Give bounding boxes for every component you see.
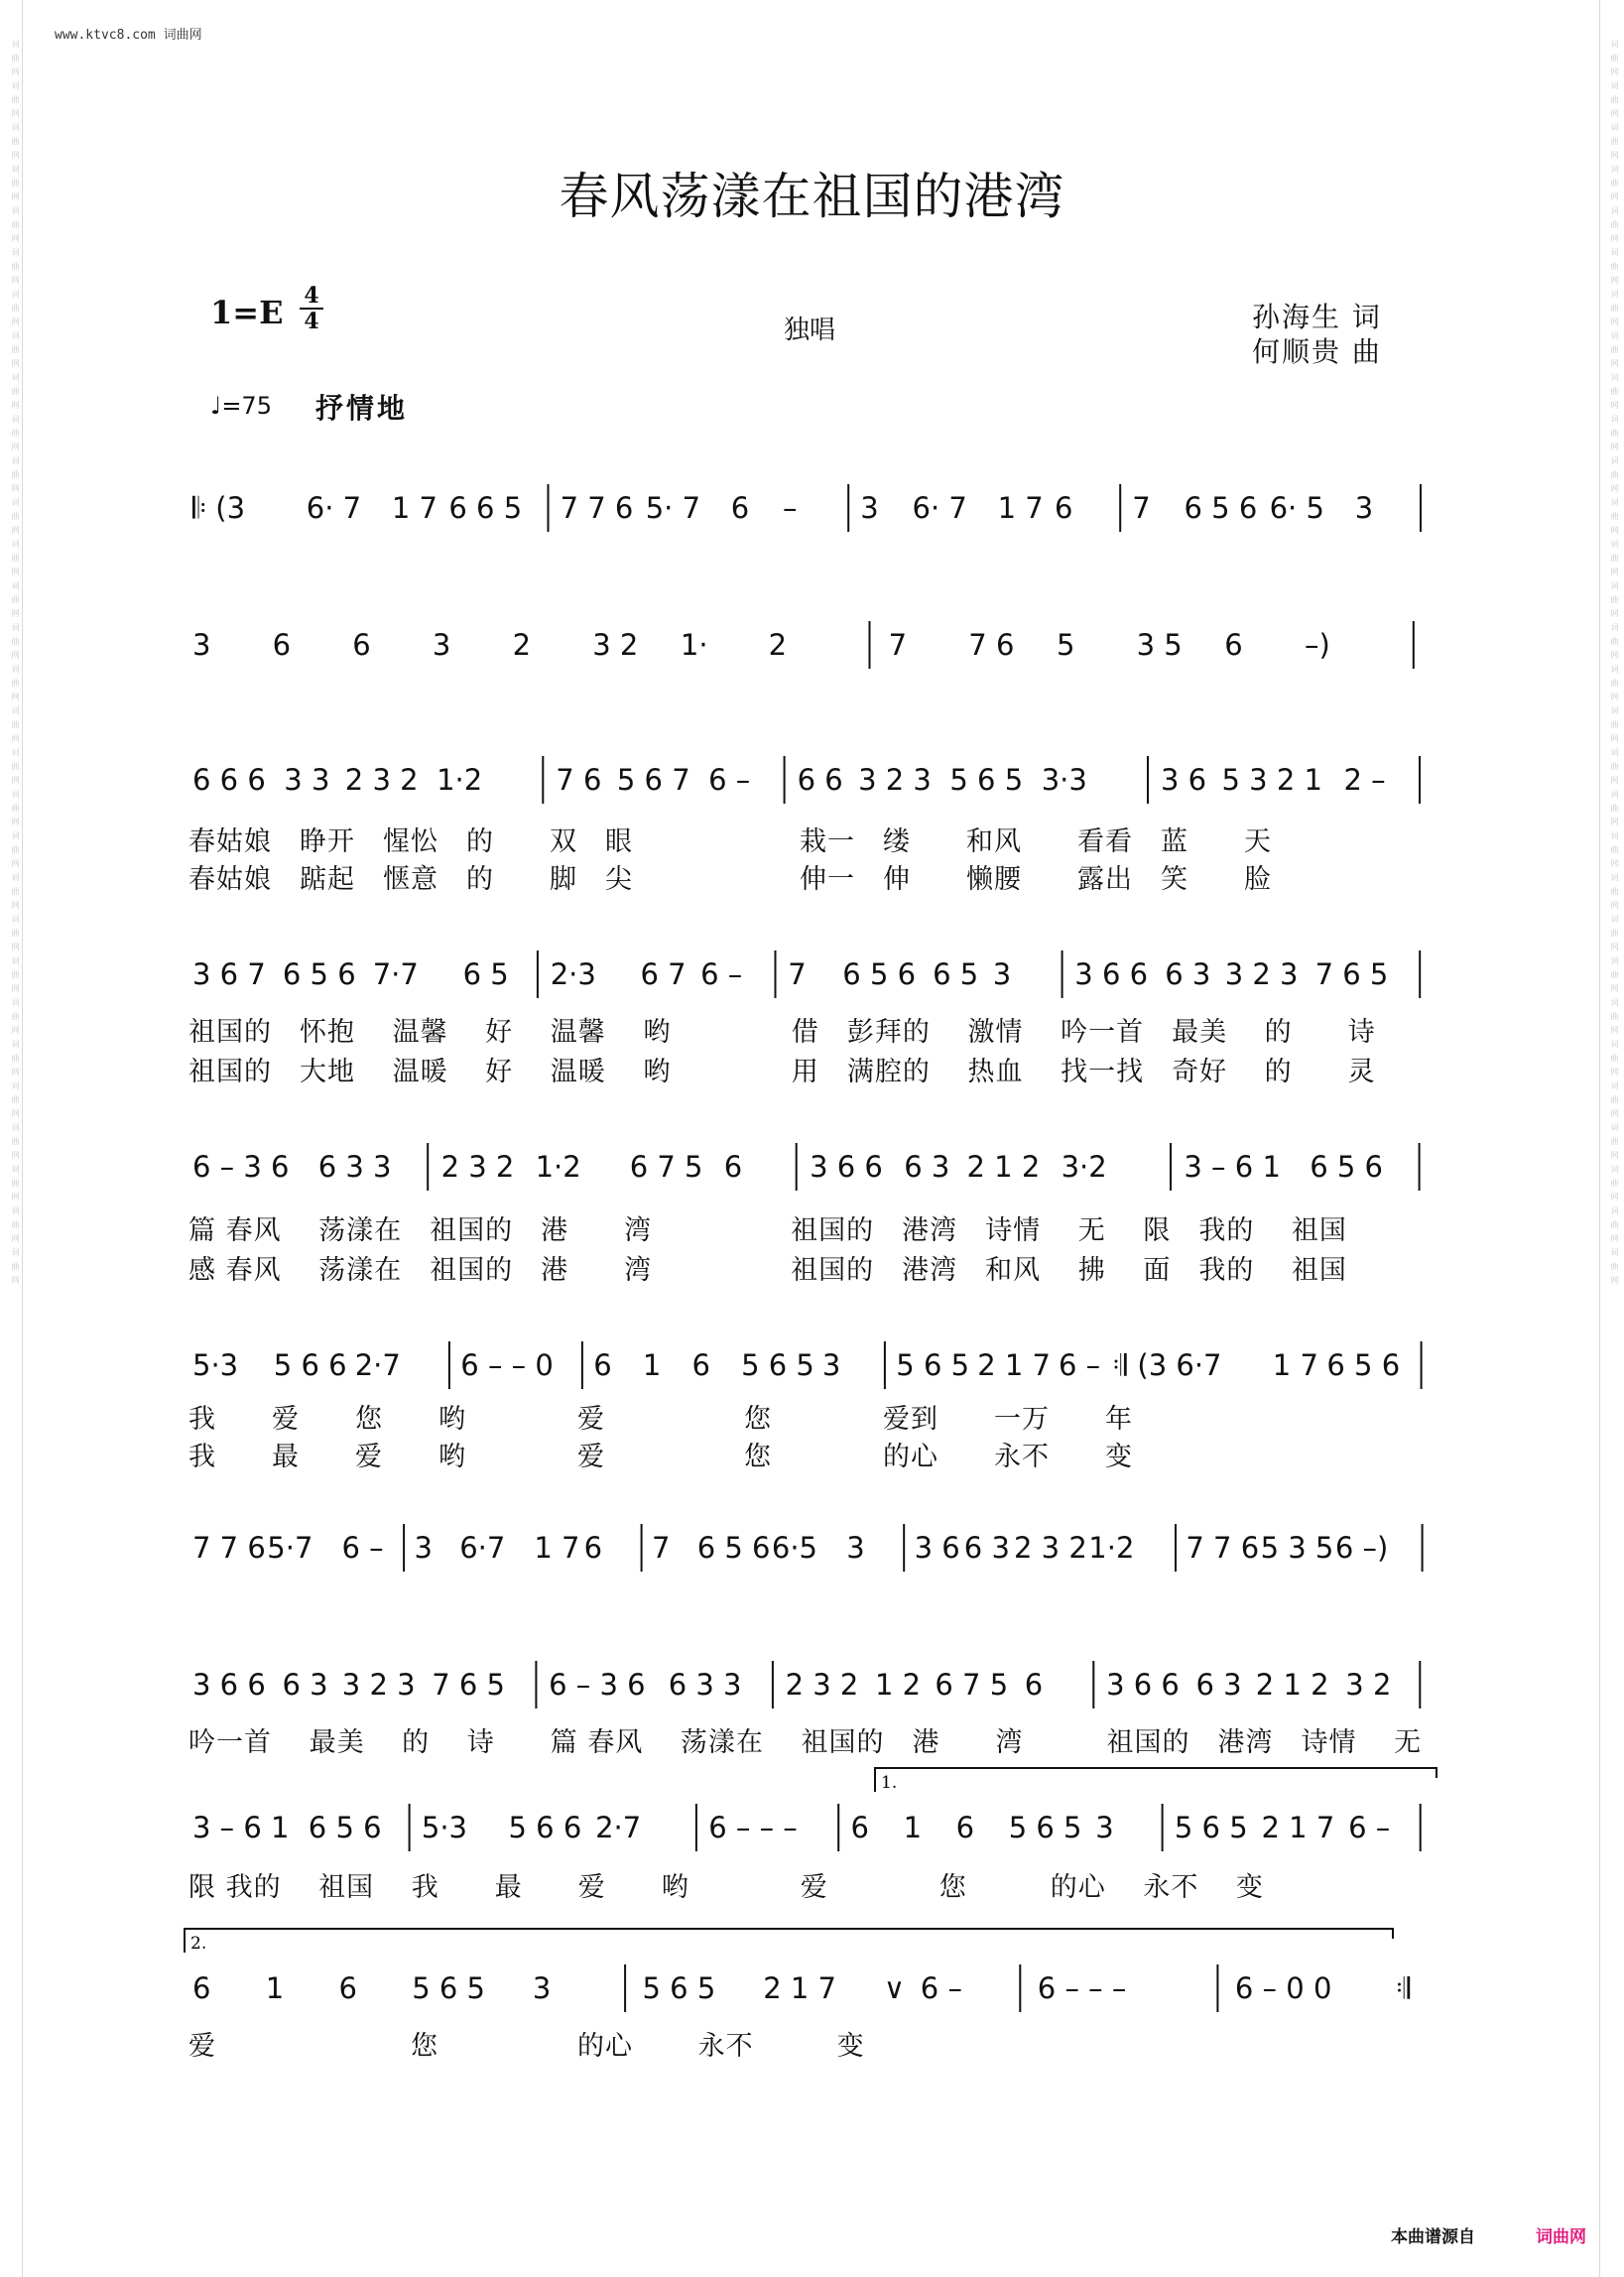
note-group: 3 – 6 1 xyxy=(192,1811,290,1844)
note-group: 2 3 2 xyxy=(785,1668,859,1702)
note-group: 6 3 xyxy=(1195,1668,1242,1702)
note-group: 6 5 6 xyxy=(1326,1348,1401,1382)
time-signature-top: 4 xyxy=(304,283,319,309)
bar-line xyxy=(1092,1661,1094,1708)
note-group: 2 1 7 xyxy=(977,1348,1051,1382)
note-group: 5 6 5 xyxy=(642,1971,716,2005)
notes-line xyxy=(188,949,1438,1000)
bar-line xyxy=(1216,1964,1218,2012)
score-row xyxy=(188,754,1438,806)
note-group: 2 3 2 xyxy=(440,1150,515,1184)
lyricist-credit: 孙海生 词 xyxy=(1252,301,1382,333)
note-group: 6 7 xyxy=(640,957,687,991)
notes-line xyxy=(188,1659,1438,1710)
note-group: 2 3 2 xyxy=(1014,1531,1087,1565)
note-group: 3 – 6 1 xyxy=(1184,1150,1281,1184)
bar-line xyxy=(1019,1964,1021,2012)
note-group: 6 6 5 xyxy=(448,491,523,525)
bar-line xyxy=(542,756,544,804)
second-ending-label: 2. xyxy=(190,1934,207,1954)
note-group: 6 5 6 xyxy=(842,957,917,991)
note-group: 5 6 5 xyxy=(1174,1811,1248,1844)
note-group: 5 6 5 xyxy=(1008,1811,1082,1844)
note-group: 3 6 6 xyxy=(192,1668,266,1702)
note-group: 5· 7 xyxy=(645,491,701,525)
note-group: 6· 7 xyxy=(306,491,362,525)
note-group: 5 6 6 xyxy=(508,1811,582,1844)
note-group: 6 5 xyxy=(462,957,509,991)
note-group: 2·3 xyxy=(550,957,596,991)
note-group: 6 – 3 6 xyxy=(549,1668,646,1702)
bar-line xyxy=(548,484,550,532)
score-row xyxy=(188,1522,1438,1574)
note-group: 5·3 xyxy=(192,1348,239,1382)
tempo-marking: ♩=75 xyxy=(210,392,272,420)
note-group: 6 – xyxy=(341,1531,384,1565)
bar-line xyxy=(535,1661,537,1708)
song-title: 春风荡漾在祖国的港湾 xyxy=(559,168,1065,225)
note-group: 6· 7 xyxy=(912,491,967,525)
note-group: 6 – xyxy=(700,957,743,991)
note-group: 6 xyxy=(593,1348,612,1382)
bar-line xyxy=(772,1661,774,1708)
bar-line xyxy=(1147,756,1149,804)
score-row xyxy=(188,1141,1438,1193)
note-group: 6 xyxy=(1224,628,1243,662)
note-group: 6 xyxy=(691,1348,710,1382)
note-group: 6 – xyxy=(920,1971,962,2005)
note-group: 𝄇 xyxy=(1112,1348,1127,1382)
bar-line xyxy=(427,1143,429,1191)
note-group: 3 xyxy=(846,1531,865,1565)
note-group: 3·2 xyxy=(1061,1150,1107,1184)
note-group: 6 – – – xyxy=(708,1811,798,1844)
note-group: 2 1 2 xyxy=(1255,1668,1329,1702)
note-group: –) xyxy=(1305,628,1330,662)
note-group: 6 5 xyxy=(933,957,979,991)
score-row xyxy=(188,619,1438,671)
note-group: 3 xyxy=(860,491,879,525)
note-group: 7 xyxy=(788,957,807,991)
bar-line xyxy=(409,1804,411,1851)
notes-line xyxy=(188,1522,1438,1574)
note-group: 6 –) xyxy=(1334,1531,1389,1565)
bar-line xyxy=(884,1341,886,1389)
notes-line xyxy=(188,1141,1438,1193)
note-group: 6 xyxy=(723,1150,743,1184)
note-group: 1·2 xyxy=(1088,1531,1135,1565)
note-group: 2 1 7 xyxy=(763,1971,836,2005)
note-group: 6 6 xyxy=(797,763,843,797)
bar-line xyxy=(1419,756,1421,804)
note-group: 3 6 xyxy=(914,1531,960,1565)
note-group: – xyxy=(783,491,798,525)
note-group: (3 6·7 xyxy=(1137,1348,1222,1382)
bar-line xyxy=(624,1964,626,2012)
score-row xyxy=(188,949,1438,1000)
bar-line xyxy=(1119,484,1121,532)
first-ending-bracket xyxy=(873,1764,1438,1794)
bar-line xyxy=(448,1341,450,1389)
bar-line xyxy=(581,1341,583,1389)
note-group: 6 5 6 xyxy=(696,1531,771,1565)
expression-marking: 抒情地 xyxy=(315,392,409,425)
note-group: 3 2 3 xyxy=(341,1668,416,1702)
note-group: 1 xyxy=(903,1811,923,1844)
note-group: 5·3 xyxy=(421,1811,468,1844)
note-group: 6 – – 0 xyxy=(460,1348,554,1382)
note-group: 1 xyxy=(642,1348,662,1382)
score-row xyxy=(188,1659,1438,1710)
note-group: 2·7 xyxy=(354,1348,401,1382)
note-group: 6 3 3 xyxy=(317,1150,392,1184)
lyric-line: 篇 春风 荡漾在 祖国的 港 湾 祖国的 港湾 诗情 无 限 我的 祖国 xyxy=(188,1215,1347,1246)
notes-line xyxy=(188,1962,1438,2014)
bar-line xyxy=(1422,1524,1424,1572)
note-group: 6 7 5 xyxy=(629,1150,703,1184)
second-ending-bracket xyxy=(183,1925,1395,1955)
lyric-line: 我 最 爱 哟 爱 您 的心 永不 变 xyxy=(188,1442,1133,1472)
notes-line xyxy=(188,619,1438,671)
bar-line xyxy=(695,1804,697,1851)
note-group: 6 – xyxy=(1059,1348,1101,1382)
right-watermark-strip: 词曲网词曲网词曲网词曲网词曲网词曲网词曲网词曲网词曲网词曲网词曲网词曲网词曲网词曲网词曲网词曲网词曲网词曲网词曲网词曲网词曲网词曲网词曲网词曲网词曲网词曲网词曲网词曲网词曲网词曲网 xyxy=(1610,40,1619,1290)
note-group: 1 2 xyxy=(875,1668,922,1702)
note-group: 6 3 xyxy=(904,1150,950,1184)
bar-line xyxy=(1419,1143,1421,1191)
note-group: 2 xyxy=(768,628,788,662)
bar-line xyxy=(1421,1341,1423,1389)
note-group: 6 3 xyxy=(282,1668,328,1702)
score-row xyxy=(188,1339,1438,1391)
note-group: 6 3 xyxy=(963,1531,1010,1565)
note-group: 6 – xyxy=(1348,1811,1391,1844)
note-group: 2 1 7 xyxy=(1261,1811,1335,1844)
note-group: 7 xyxy=(652,1531,671,1565)
bar-line xyxy=(1420,1804,1422,1851)
note-group: 6 5 6 xyxy=(282,957,356,991)
bar-line xyxy=(403,1524,405,1572)
note-group: 6 xyxy=(1055,491,1073,525)
note-group: 6 xyxy=(352,628,371,662)
note-group: 3 2 3 xyxy=(858,763,932,797)
lyric-line: 限 我的 祖国 我 最 爱 哟 爱 您 的心 永不 变 xyxy=(188,1872,1264,1903)
note-group: 6 xyxy=(338,1971,357,2005)
footer-source-label: 本曲谱源自 xyxy=(1391,2227,1475,2247)
time-signature-bottom: 4 xyxy=(304,309,319,334)
lyric-line: 我 爱 您 哟 爱 您 爱到 一万 年 xyxy=(188,1404,1133,1435)
note-group: 3 xyxy=(192,628,211,662)
time-signature xyxy=(300,285,323,332)
note-group: 6 xyxy=(955,1811,975,1844)
bar-line xyxy=(537,950,539,998)
note-group: 6 5 6 xyxy=(1310,1150,1383,1184)
right-margin-line xyxy=(1599,0,1600,2277)
left-margin-line xyxy=(22,0,23,2277)
note-group: 2 – xyxy=(1343,763,1386,797)
note-group: 3·3 xyxy=(1041,763,1087,797)
bar-line xyxy=(837,1804,839,1851)
note-group: 1 7 xyxy=(1272,1348,1318,1382)
note-group: 6 – 0 0 xyxy=(1234,1971,1332,2005)
note-group: 6 xyxy=(850,1811,869,1844)
note-group: 3 2 3 xyxy=(1224,957,1299,991)
bar-line xyxy=(641,1524,643,1572)
note-group: 2 3 2 xyxy=(344,763,419,797)
bar-line xyxy=(1420,484,1422,532)
note-group: 3 6 7 xyxy=(192,957,266,991)
note-group: 2·7 xyxy=(595,1811,642,1844)
note-group: 5·7 xyxy=(267,1531,313,1565)
first-ending-label: 1. xyxy=(881,1773,898,1793)
note-group: 7 6 5 xyxy=(1314,957,1389,991)
notes-line xyxy=(188,1802,1438,1853)
bar-line xyxy=(796,1143,798,1191)
bar-line xyxy=(1170,1143,1172,1191)
note-group: 5 6 5 xyxy=(741,1348,814,1382)
note-group: 2 xyxy=(512,628,532,662)
note-group: 3 xyxy=(432,628,451,662)
score-row xyxy=(188,1962,1438,2014)
notes-line xyxy=(188,1339,1438,1391)
note-group: 6 7 5 xyxy=(935,1668,1009,1702)
lyric-line: 感 春风 荡漾在 祖国的 港 湾 祖国的 港湾 和风 拂 面 我的 祖国 xyxy=(188,1255,1347,1286)
key-signature: 1=E xyxy=(210,294,284,331)
note-group: 6 3 3 xyxy=(668,1668,742,1702)
note-group: 7 7 6 xyxy=(1186,1531,1260,1565)
notes-line xyxy=(188,754,1438,806)
bar-line xyxy=(903,1524,905,1572)
note-group: 5 xyxy=(1057,628,1075,662)
note-group: 6·7 xyxy=(459,1531,506,1565)
note-group: 6 xyxy=(583,1531,603,1565)
note-group: 5 6 5 xyxy=(412,1971,485,2005)
note-group: 3 6 6 xyxy=(1106,1668,1180,1702)
note-group: 7 7 6 xyxy=(560,491,634,525)
note-group: 7 6 5 xyxy=(432,1668,505,1702)
note-group: 6 xyxy=(1024,1668,1044,1702)
lyric-line: 祖国的 怀抱 温馨 好 温馨 哟 借 彭拜的 激情 吟一首 最美 的 诗 xyxy=(188,1017,1376,1048)
note-group: 5 6 6 xyxy=(273,1348,347,1382)
score-row xyxy=(188,482,1438,534)
note-group: 6·5 xyxy=(771,1531,818,1565)
note-group: 3 6 xyxy=(1161,763,1207,797)
note-group: 6 5 6 xyxy=(1184,491,1258,525)
note-group: 6 – – – xyxy=(1037,1971,1127,2005)
note-group: 3 2 xyxy=(1345,1668,1392,1702)
performance-type: 独唱 xyxy=(784,316,836,345)
note-group: 7 xyxy=(1132,491,1151,525)
note-group: 𝄇 xyxy=(1396,1971,1411,2005)
bar-line xyxy=(1062,950,1063,998)
note-group: 3 xyxy=(532,1971,552,2005)
note-group: 3 6 6 xyxy=(1074,957,1149,991)
note-group: 3 5 xyxy=(1136,628,1183,662)
note-group: 5 6 5 xyxy=(896,1348,970,1382)
note-group: 5 6 5 xyxy=(949,763,1024,797)
note-group: 6 xyxy=(730,491,750,525)
notes-line xyxy=(188,482,1438,534)
bar-line xyxy=(847,484,849,532)
note-group: 1 7 xyxy=(997,491,1044,525)
note-group: 3 3 xyxy=(284,763,330,797)
note-group: 6 xyxy=(272,628,292,662)
note-group: 1 7 xyxy=(534,1531,580,1565)
bar-line xyxy=(1175,1524,1177,1572)
note-group: 7 7 6 xyxy=(192,1531,266,1565)
note-group: 3 xyxy=(1095,1811,1114,1844)
footer-site-link[interactable]: 词曲网 xyxy=(1536,2227,1586,2247)
note-group: 6 xyxy=(192,1971,211,2005)
note-group: 7 6 xyxy=(556,763,602,797)
note-group: 6 3 xyxy=(1165,957,1211,991)
note-group: 7·7 xyxy=(372,957,419,991)
bar-line xyxy=(1419,1661,1421,1708)
note-group: 7 xyxy=(888,628,908,662)
lyric-line: 春姑娘 踮起 惬意 的 脚 尖 伸一 伸 懒腰 露出 笑 脸 xyxy=(188,864,1272,895)
note-group: 3 xyxy=(992,957,1012,991)
note-group: 2 1 2 xyxy=(966,1150,1041,1184)
note-group: 6 6 6 xyxy=(192,763,266,797)
note-group: 6 – xyxy=(708,763,751,797)
note-group: 1·2 xyxy=(535,1150,581,1184)
bar-line xyxy=(1413,621,1415,669)
note-group: 1· xyxy=(680,628,708,662)
bar-line xyxy=(1162,1804,1164,1851)
lyric-line: 吟一首 最美 的 诗 篇 春风 荡漾在 祖国的 港 湾 祖国的 港湾 诗情 无 xyxy=(188,1727,1423,1758)
note-group: 3 6 6 xyxy=(810,1150,883,1184)
note-group: 1 xyxy=(265,1971,285,2005)
composer-credit: 何顺贵 曲 xyxy=(1252,335,1382,368)
note-group: 3 xyxy=(821,1348,841,1382)
note-group: ∨ xyxy=(883,1971,906,2005)
note-group: 3 xyxy=(414,1531,433,1565)
source-url[interactable]: www.ktvc8.com 词曲网 xyxy=(55,28,202,43)
bar-line xyxy=(1419,950,1421,998)
note-group: 7 6 xyxy=(968,628,1015,662)
bar-line xyxy=(869,621,871,669)
note-group: 𝄆 (3 xyxy=(192,491,246,525)
lyric-line: 春姑娘 睁开 惺忪 的 双 眼 栽一 缕 和风 看看 蓝 天 xyxy=(188,826,1272,857)
note-group: 6 – 3 6 xyxy=(192,1150,290,1184)
note-group: 5 3 2 1 xyxy=(1221,763,1322,797)
bar-line xyxy=(784,756,786,804)
score-row xyxy=(188,1802,1438,1853)
bar-line xyxy=(775,950,777,998)
note-group: 1·2 xyxy=(437,763,483,797)
note-group: 3 xyxy=(1354,491,1374,525)
note-group: 5 3 5 xyxy=(1260,1531,1334,1565)
lyric-line: 爱 您 的心 永不 变 xyxy=(188,2031,865,2062)
note-group: 1 7 xyxy=(391,491,438,525)
note-group: 6· 5 xyxy=(1269,491,1324,525)
note-group: 6 5 6 xyxy=(308,1811,382,1844)
left-watermark-strip: 词曲网词曲网词曲网词曲网词曲网词曲网词曲网词曲网词曲网词曲网词曲网词曲网词曲网词曲网词曲网词曲网词曲网词曲网词曲网词曲网词曲网词曲网词曲网词曲网词曲网词曲网词曲网词曲网词曲网词曲网 xyxy=(11,40,20,1290)
note-group: 3 2 xyxy=(592,628,639,662)
lyric-line: 祖国的 大地 温暖 好 温暖 哟 用 满腔的 热血 找一找 奇好 的 灵 xyxy=(188,1057,1376,1087)
note-group: 5 6 7 xyxy=(616,763,690,797)
